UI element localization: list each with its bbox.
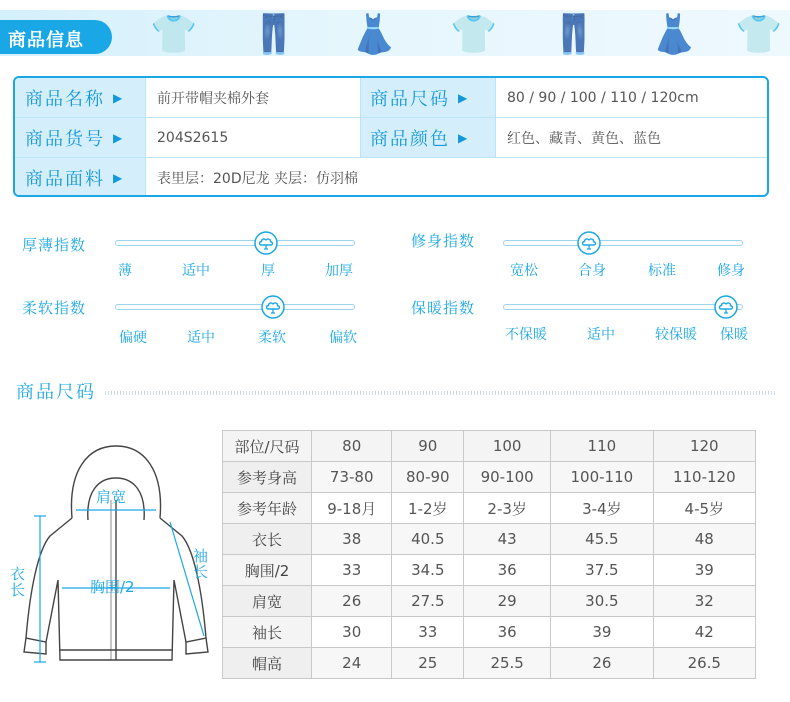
table-cell: 26 (551, 648, 653, 679)
table-row (223, 462, 756, 493)
table-cell: 30 (312, 617, 392, 648)
jacket-diagram (10, 440, 215, 670)
size-section-title: 商品尺码 (16, 382, 96, 403)
index-label: 修身指数 (411, 232, 476, 250)
header-banner (0, 10, 790, 56)
index-track (503, 240, 743, 246)
color-value: 红色、藏青、黄色、蓝色 (507, 130, 661, 147)
table-cell: 34.5 (392, 555, 464, 586)
table-cell: 73-80 (312, 462, 392, 493)
dotted-divider (105, 391, 775, 395)
index-track (115, 240, 355, 246)
table-cell: 110-120 (653, 462, 755, 493)
cotton-icon (577, 231, 601, 255)
table-header-cell: 90 (392, 431, 464, 462)
table-cell: 39 (653, 555, 755, 586)
chest-label: 胸围/2 (90, 578, 135, 596)
sku-label-cell (15, 118, 145, 157)
table-cell: 26.5 (653, 648, 755, 679)
name-label: 商品名称 (25, 88, 105, 110)
index-tick: 薄 (118, 263, 132, 279)
row-name: 衣长 (223, 524, 312, 555)
table-header-cell: 80 (312, 431, 392, 462)
cotton-icon (714, 295, 738, 319)
row-name: 肩宽 (223, 586, 312, 617)
table-cell: 33 (312, 555, 392, 586)
table-cell: 29 (464, 586, 551, 617)
table-cell: 1-2岁 (392, 493, 464, 524)
column-divider (495, 78, 496, 157)
index-tick: 加厚 (325, 263, 353, 279)
row-name: 胸围/2 (223, 555, 312, 586)
cotton-icon (254, 231, 278, 255)
table-cell: 3-4岁 (551, 493, 653, 524)
index-tick: 偏软 (329, 330, 357, 346)
table-row (223, 586, 756, 617)
table-cell: 42 (653, 617, 755, 648)
table-row (223, 617, 756, 648)
triangle-right-icon: ▶ (113, 90, 125, 105)
triangle-right-icon: ▶ (113, 170, 125, 185)
table-row (223, 648, 756, 679)
table-header-cell: 100 (464, 431, 551, 462)
index-tick: 适中 (182, 263, 210, 279)
color-label: 商品颜色 (370, 128, 450, 150)
row-divider (15, 157, 767, 158)
shirt-icon: 👕 (450, 12, 498, 56)
page-title: 商品信息 (8, 30, 84, 51)
color-label-cell (360, 118, 495, 157)
index-tick: 保暖 (720, 327, 748, 343)
row-name: 袖长 (223, 617, 312, 648)
table-cell: 24 (312, 648, 392, 679)
index-tick: 合身 (578, 263, 606, 279)
index-tick: 较保暖 (655, 327, 697, 343)
table-cell: 30.5 (551, 586, 653, 617)
index-track (115, 304, 355, 310)
table-cell: 2-3岁 (464, 493, 551, 524)
fabric-label: 商品面料 (25, 168, 105, 190)
size-value: 80 / 90 / 100 / 110 / 120cm (507, 89, 699, 106)
name-value: 前开带帽夹棉外套 (157, 90, 269, 107)
table-header-cell: 部位/尺码 (223, 431, 312, 462)
table-cell: 33 (392, 617, 464, 648)
sleeve-label: 袖长 (193, 547, 209, 581)
shoulder-label: 肩宽 (96, 488, 127, 506)
row-divider (15, 117, 767, 118)
table-cell: 36 (464, 617, 551, 648)
index-tick: 适中 (187, 330, 215, 346)
dress-icon: 👗 (350, 12, 398, 56)
table-cell: 26 (312, 586, 392, 617)
fabric-value: 表里层：20D尼龙 夹层：仿羽棉 (157, 170, 359, 187)
cotton-icon (261, 295, 285, 319)
index-tick: 宽松 (510, 263, 538, 279)
table-cell: 90-100 (464, 462, 551, 493)
name-label-cell (15, 78, 145, 117)
length-label: 衣长 (10, 565, 26, 599)
sku-label: 商品货号 (25, 128, 105, 150)
table-cell: 38 (312, 524, 392, 555)
triangle-right-icon: ▶ (113, 130, 125, 145)
table-cell: 39 (551, 617, 653, 648)
table-cell: 45.5 (551, 524, 653, 555)
index-label: 厚薄指数 (22, 236, 87, 254)
row-name: 帽高 (223, 648, 312, 679)
table-cell: 25.5 (464, 648, 551, 679)
index-tick: 厚 (261, 263, 275, 279)
table-header-cell: 110 (551, 431, 653, 462)
table-cell: 27.5 (392, 586, 464, 617)
table-cell: 100-110 (551, 462, 653, 493)
table-cell: 32 (653, 586, 755, 617)
table-cell: 43 (464, 524, 551, 555)
table-header-cell: 120 (653, 431, 755, 462)
fabric-label-cell (15, 158, 145, 197)
shirt-icon: 👕 (150, 12, 198, 56)
product-info-table (13, 76, 769, 197)
table-header-row (223, 431, 756, 462)
table-cell: 25 (392, 648, 464, 679)
size-label: 商品尺码 (370, 88, 450, 110)
index-tick: 偏硬 (119, 330, 147, 346)
index-tick: 适中 (587, 327, 615, 343)
table-cell: 80-90 (392, 462, 464, 493)
table-cell: 9-18月 (312, 493, 392, 524)
table-row (223, 555, 756, 586)
table-cell: 40.5 (392, 524, 464, 555)
index-label: 柔软指数 (22, 299, 87, 317)
table-cell: 36 (464, 555, 551, 586)
pants-icon: 👖 (550, 12, 598, 56)
table-cell: 4-5岁 (653, 493, 755, 524)
index-tick: 修身 (717, 263, 745, 279)
table-row (223, 524, 756, 555)
row-name: 参考身高 (223, 462, 312, 493)
triangle-right-icon: ▶ (458, 130, 470, 145)
row-name: 参考年龄 (223, 493, 312, 524)
size-table (222, 430, 756, 679)
pants-icon: 👖 (250, 12, 298, 56)
table-row (223, 493, 756, 524)
index-tick: 标准 (648, 263, 676, 279)
table-cell: 48 (653, 524, 755, 555)
size-label-cell (360, 78, 495, 117)
index-track (503, 304, 743, 310)
column-divider (360, 78, 361, 157)
dress-icon: 👗 (650, 12, 698, 56)
index-tick: 不保暖 (505, 327, 547, 343)
index-tick: 柔软 (258, 330, 286, 346)
table-cell: 37.5 (551, 555, 653, 586)
index-label: 保暖指数 (411, 299, 476, 317)
triangle-right-icon: ▶ (458, 90, 470, 105)
column-divider (145, 78, 146, 197)
shirt-icon: 👕 (735, 12, 783, 56)
sku-value: 204S2615 (157, 129, 229, 146)
